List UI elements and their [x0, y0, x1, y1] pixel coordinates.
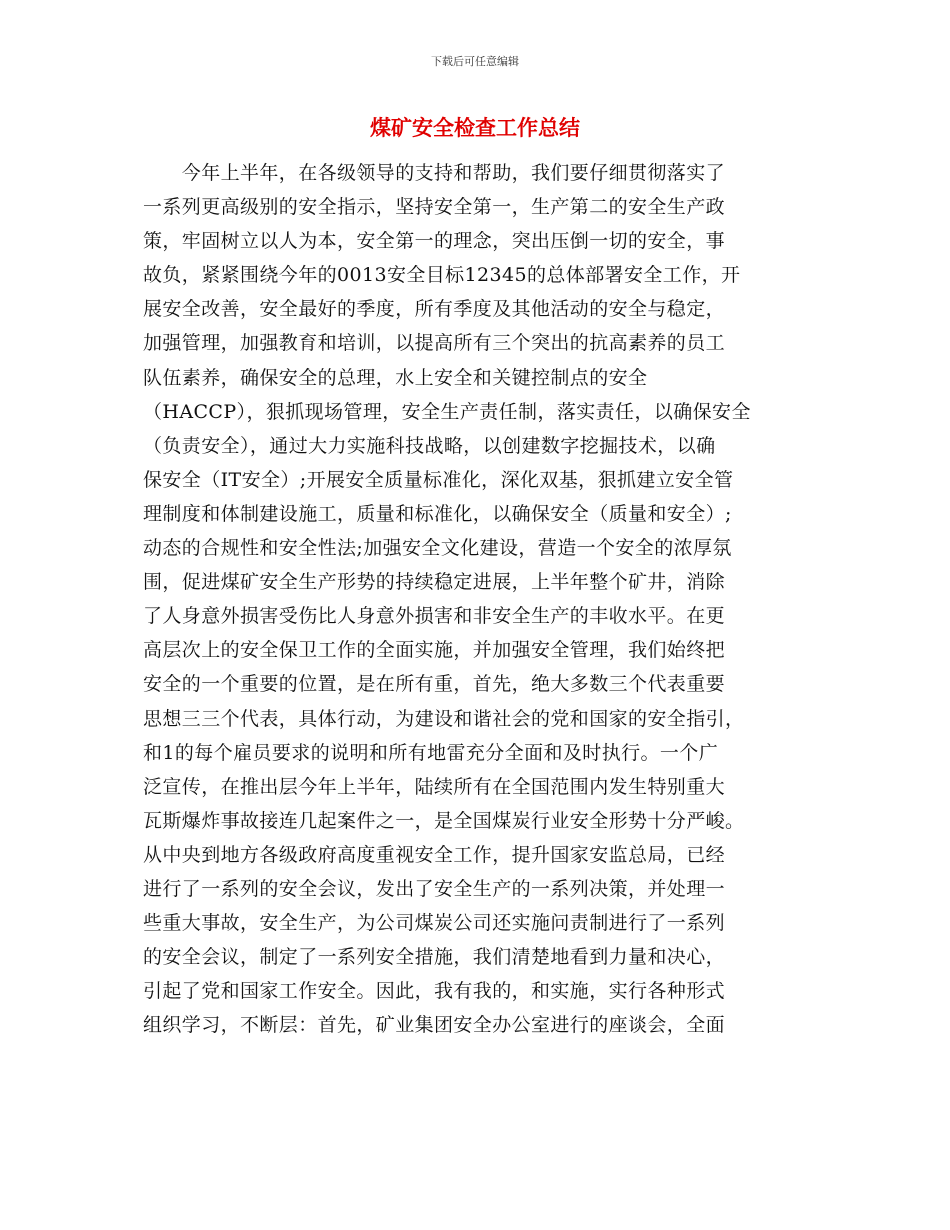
document-body-paragraph: 今年上半年，在各级领导的支持和帮助，我们要仔细贯彻落实了 一系列更高级别的安全指示，坚持安全第一，生产第二的安全生产政 策，牢固树立以人为本，安全第一的理念，突出压倒一切的安全，事 故负，紧紧围绕今年的0013安全目标12345的总体部署安全工作，开 展安全改善，安全最好的季度，所有季度及其他活动的安全与稳定， 加强管理，加强教育和培训，以提高所有三个突出的抗高素养的员工 队伍素养，确保安全的总理，水上安全和关键控制点的安全 （HACCP），狠抓现场管理，安全生产责任制，落实责任，以确保安全 （负责安全），通过大力实施科技战略，以创建数字挖掘技术，以确 保安全（IT安全）;开展安全质量标准化，深化双基，狠抓建立安全管 理制度和体制建设施工，质量和标准化，以确保安全（质量和安全）; 动态的合规性和安全性法;加强安全文化建设，营造一个安全的浓厚氛 围，促进煤矿安全生产形势的持续稳定进展，上半年整个矿井，消除 了人身意外损害受伤比人身意外损害和非安全生产的丰收水平。在更 高层次上的安全保卫工作的全面实施，并加强安全管理，我们始终把 安全的一个重要的位置，是在所有重，首先，绝大多数三个代表重要 思想三三个代表，具体行动，为建设和谐社会的党和国家的安全指引， 和1的每个雇员要求的说明和所有地雷充分全面和及时执行。一个广 泛宣传，在推出层今年上半年，陆续所有在全国范围内发生特别重大 瓦斯爆炸事故接连几起案件之一，是全国煤炭行业安全形势十分严峻。 从中央到地方各级政府高度重视安全工作，提升国家安监总局，已经 进行了一系列的安全会议，发出了安全生产的一系列决策，并处理一 些重大事故，安全生产，为公司煤炭公司还实施问责制进行了一系列 的安全会议，制定了一系列安全措施，我们清楚地看到力量和决心， 引起了党和国家工作安全。因此，我有我的，和实施，实行各种形式 组织学习，不断层：首先，矿业集团安全办公室进行的座谈会，全面: [143, 162, 751, 1037]
document-title: 煤矿安全检查工作总结: [370, 116, 580, 140]
header-note: 下载后可任意编辑: [431, 55, 519, 68]
